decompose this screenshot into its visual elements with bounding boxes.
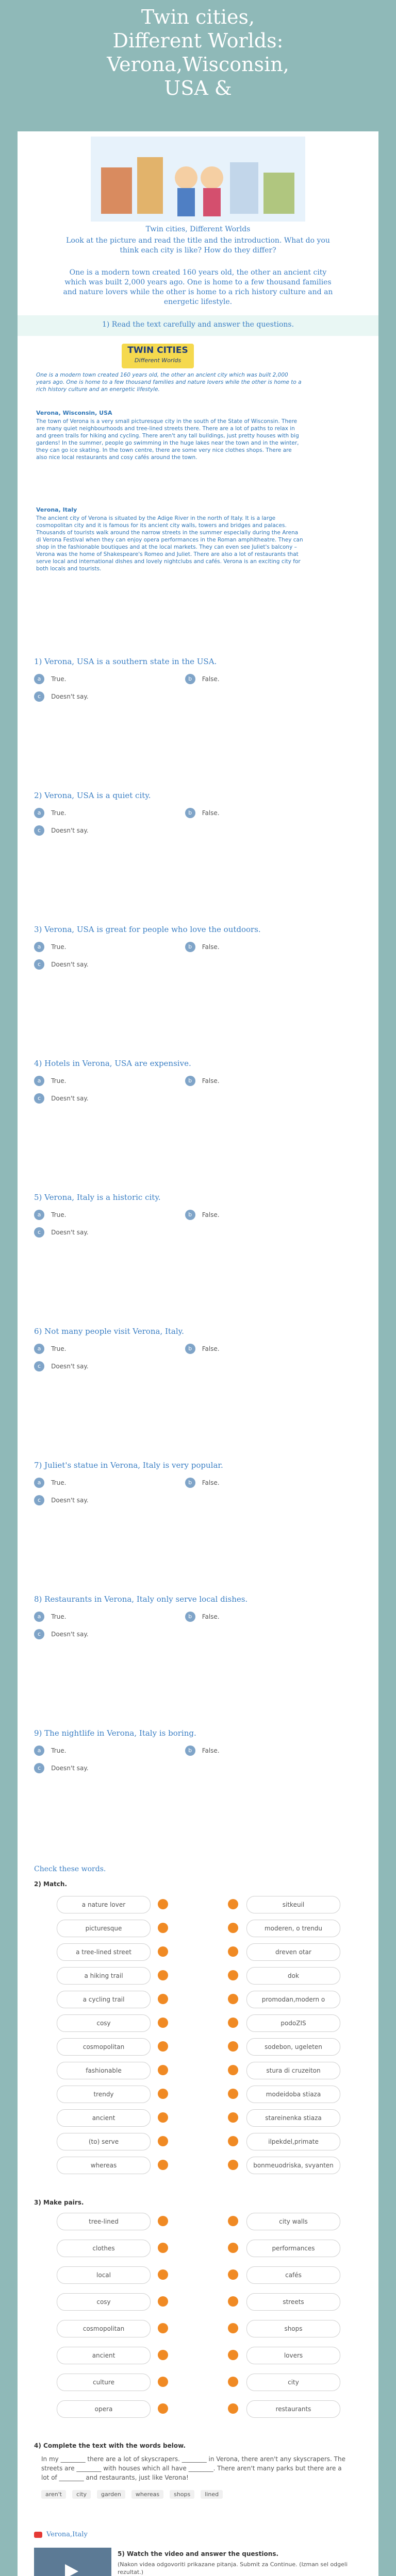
play-icon [65, 2564, 78, 2576]
answer-option-row [34, 691, 343, 703]
option-doesnt-say-label: Doesn't say. [51, 693, 89, 700]
answer-option-row [34, 807, 343, 820]
question-text: 9) The nightlife in Verona, Italy is boring. [34, 1728, 196, 1738]
match-row [57, 2086, 339, 2102]
intro-instruction: Look at the picture and read the title and the introduction. What do you think each city is like? How do they differ? [66, 236, 330, 255]
option-false-label: False. [202, 1747, 220, 1754]
answer-option-row [34, 1227, 343, 1239]
answer-option-row [34, 1495, 343, 1507]
match-right-item: stura di cruzeiton [246, 2062, 340, 2079]
pair-left-item: tree-lined [57, 2213, 151, 2230]
match-right-item: moderen, o trendu [246, 1920, 340, 1937]
option-c-radio[interactable]: c [34, 1093, 44, 1104]
pair-left-dot[interactable] [158, 2403, 168, 2414]
twin-cities-logo [122, 344, 194, 368]
complete-heading: 4) Complete the text with the words below. [34, 2442, 186, 2449]
match-left-item: a cycling trail [57, 1991, 151, 2008]
option-c-radio[interactable]: c [34, 825, 44, 836]
pair-right-item: performances [246, 2240, 340, 2257]
answer-option-row [34, 673, 343, 686]
match-left-item: cosy [57, 2014, 151, 2032]
match-right-dot[interactable] [228, 2112, 238, 2123]
option-b-radio[interactable]: b [185, 942, 195, 952]
passage-wisconsin-heading: Verona, Wisconsin, USA [36, 410, 112, 416]
option-c-radio[interactable]: c [34, 1227, 44, 1238]
pair-row [57, 2374, 339, 2390]
option-true-label: True. [51, 1345, 67, 1352]
match-left-item: whereas [57, 2157, 151, 2174]
match-left-dot[interactable] [158, 2089, 168, 2099]
match-row [57, 2109, 339, 2126]
match-left-dot[interactable] [158, 2065, 168, 2075]
section-1-title: 1) Read the text carefully and answer the questions. [102, 320, 294, 329]
pair-row [57, 2240, 339, 2256]
match-row [57, 2014, 339, 2031]
option-b-radio[interactable]: b [185, 1612, 195, 1622]
match-row [57, 1920, 339, 1936]
option-false-label: False. [202, 675, 220, 683]
youtube-icon [34, 2532, 42, 2538]
word-chip[interactable]: shops [170, 2490, 194, 2499]
pair-row [57, 2347, 339, 2363]
option-a-radio[interactable]: a [34, 808, 44, 818]
answer-option-row [34, 1629, 343, 1641]
option-a-radio[interactable]: a [34, 1478, 44, 1488]
option-doesnt-say-label: Doesn't say. [51, 1497, 89, 1504]
match-left-item: picturesque [57, 1920, 151, 1937]
option-false-label: False. [202, 809, 220, 817]
pair-left-item: clothes [57, 2240, 151, 2257]
answer-option-row [34, 825, 343, 837]
option-false-label: False. [202, 1211, 220, 1218]
option-doesnt-say-label: Doesn't say. [51, 1765, 89, 1772]
option-doesnt-say-label: Doesn't say. [51, 1229, 89, 1236]
pair-left-item: opera [57, 2400, 151, 2418]
match-left-item: a tree-lined street [57, 1943, 151, 1961]
answer-option-row [34, 1361, 343, 1373]
option-doesnt-say-label: Doesn't say. [51, 1095, 89, 1102]
pair-right-dot[interactable] [228, 2350, 238, 2360]
title-line: Verona,Wisconsin, [107, 53, 289, 76]
pair-right-dot[interactable] [228, 2216, 238, 2226]
video-1-title-row [34, 2530, 343, 2540]
passage-wisconsin-text: The town of Verona is a very small picturesque city in the south of the State of Wisconsin. There are many quiet neighbourhoods and tree-lined streets there. There are a lot of paths to relax in and green trails for hiking and cycling. There aren't any tall buildings, just pretty houses with big gardens! In the summer, people go swimming in the huge lakes near the town and in the winter, they can go ice skating. In the town centre, there are some very nice clothes shops. There are also nice local restaurants and cosy cafés around the town. [36, 418, 299, 461]
option-a-radio[interactable]: a [34, 1612, 44, 1622]
check-words-label: Check these words. [34, 1865, 106, 1873]
question-text: 5) Verona, Italy is a historic city. [34, 1193, 161, 1202]
option-c-radio[interactable]: c [34, 959, 44, 970]
match-left-dot[interactable] [158, 1946, 168, 1957]
complete-text: In my ________ there are a lot of skyscrapers. ________ in Verona, there aren't any skyscrapers. The streets are ________ with houses which all have ________. There aren't many parks but there are a lot of ________ and restaurants, just like Verona! [41, 2455, 345, 2481]
match-row [57, 2133, 339, 2149]
reading-passage [34, 343, 362, 636]
match-right-dot[interactable] [228, 2160, 238, 2170]
pair-right-item: streets [246, 2293, 340, 2311]
pair-right-dot[interactable] [228, 2377, 238, 2387]
pair-right-item: shops [246, 2320, 340, 2337]
option-b-radio[interactable]: b [185, 1210, 195, 1220]
match-left-item: fashionable [57, 2062, 151, 2079]
match-right-dot[interactable] [228, 1994, 238, 2004]
option-b-radio[interactable]: b [185, 808, 195, 818]
match-right-item: sitkeuil [246, 1896, 340, 1913]
city-illustration [91, 137, 305, 222]
word-chip[interactable]: city [72, 2490, 91, 2499]
word-chip[interactable]: garden [97, 2490, 125, 2499]
match-right-dot[interactable] [228, 2089, 238, 2099]
passage-intro: One is a modern town created 160 years old, the other an ancient city which was built 2,000 years ago. One is home to a few thousand families and nature lovers while the other is home to a rich history culture and an energetic lifestyle. [36, 372, 302, 393]
option-b-radio[interactable]: b [185, 1745, 195, 1756]
match-right-dot[interactable] [228, 1970, 238, 1980]
option-c-radio[interactable]: c [34, 1361, 44, 1371]
match-left-item: trendy [57, 2086, 151, 2103]
option-true-label: True. [51, 1747, 67, 1754]
match-right-dot[interactable] [228, 1923, 238, 1933]
pair-right-dot[interactable] [228, 2403, 238, 2414]
pair-left-item: ancient [57, 2347, 151, 2364]
pair-right-item: cafés [246, 2266, 340, 2284]
video-1-heading: 5) Watch the video and answer the questions. [118, 2550, 279, 2557]
match-left-dot[interactable] [158, 2041, 168, 2052]
match-right-dot[interactable] [228, 2065, 238, 2075]
match-right-dot[interactable] [228, 1946, 238, 1957]
match-right-item: dok [246, 1967, 340, 1985]
match-right-item: modeidoba stiaza [246, 2086, 340, 2103]
match-row [57, 1991, 339, 2007]
pair-right-dot[interactable] [228, 2296, 238, 2307]
option-true-label: True. [51, 1613, 67, 1620]
word-chip[interactable]: whereas [131, 2490, 163, 2499]
match-right-item: ilpekdel,primate [246, 2133, 340, 2150]
passage-italy-heading: Verona, Italy [36, 506, 77, 513]
pairs-heading: 3) Make pairs. [34, 2199, 84, 2206]
match-right-item: bonmeuodriska, svyanten [246, 2157, 340, 2174]
match-left-dot[interactable] [158, 1899, 168, 1909]
option-false-label: False. [202, 1479, 220, 1486]
option-b-radio[interactable]: b [185, 674, 195, 684]
answer-option-row [34, 1477, 343, 1489]
match-right-item: promodan,modern o [246, 1991, 340, 2008]
option-a-radio[interactable]: a [34, 1344, 44, 1354]
option-b-radio[interactable]: b [185, 1344, 195, 1354]
pair-left-dot[interactable] [158, 2216, 168, 2226]
match-left-dot[interactable] [158, 2136, 168, 2146]
match-left-dot[interactable] [158, 2112, 168, 2123]
pair-right-dot[interactable] [228, 2269, 238, 2280]
match-row [57, 1896, 339, 1912]
pair-left-dot[interactable] [158, 2269, 168, 2280]
question-text: 8) Restaurants in Verona, Italy only serve local dishes. [34, 1595, 248, 1604]
option-a-radio[interactable]: a [34, 942, 44, 952]
video-1-title[interactable]: Verona,Italy [46, 2531, 88, 2538]
video-1-subtext: (Nakon videa odgovoriti prikazane pitanja. Submit za Continue. (Izman sel odgeli rezultat.) [118, 2561, 348, 2575]
answer-option-row [34, 1343, 343, 1355]
option-true-label: True. [51, 943, 67, 951]
question-text: 1) Verona, USA is a southern state in the USA. [34, 657, 217, 666]
intro-heading: Twin cities, Different Worlds [145, 225, 251, 233]
word-chip[interactable]: aren't [41, 2490, 66, 2499]
word-bank [41, 2488, 351, 2499]
option-c-radio[interactable]: c [34, 691, 44, 702]
passage-italy-text: The ancient city of Verona is situated by the Adige River in the north of Italy. It is a large cosmopolitan city and it is famous for its ancient city walls, towers and bridges and palaces. Thousands of tourists walk around the narrow streets in the summer especially during the Arena di Verona Festival when they can enjoy opera performances in the Roman amphitheatre. They can shop in the fashionable boutiques and at the local markets. They can even see Juliet's balcony – Verona was the home of Shakespeare's Romeo and Juliet. There are also a lot of restaurants that serve local and international dishes and lovely nightclubs and cafés. Verona is an exciting city for both locals and tourists. [36, 515, 303, 572]
match-left-item: a nature lover [57, 1896, 151, 1913]
option-true-label: True. [51, 1211, 67, 1218]
pair-left-dot[interactable] [158, 2323, 168, 2333]
answer-option-row [34, 1075, 343, 1088]
match-left-item: ancient [57, 2109, 151, 2127]
answer-option-row [34, 959, 343, 971]
question-text: 6) Not many people visit Verona, Italy. [34, 1327, 184, 1336]
option-doesnt-say-label: Doesn't say. [51, 961, 89, 968]
title-line: USA & [164, 77, 232, 99]
pair-row [57, 2293, 339, 2310]
match-left-item: a hiking trail [57, 1967, 151, 1985]
match-right-dot[interactable] [228, 2041, 238, 2052]
match-row [57, 2157, 339, 2173]
option-a-radio[interactable]: a [34, 1076, 44, 1086]
match-left-item: cosmopolitan [57, 2038, 151, 2056]
pair-row [57, 2320, 339, 2336]
pair-row [57, 2400, 339, 2417]
answer-option-row [34, 1093, 343, 1105]
answer-option-row [34, 1209, 343, 1222]
option-c-radio[interactable]: c [34, 1763, 44, 1773]
match-row [57, 1967, 339, 1984]
pair-row [57, 2213, 339, 2229]
match-right-dot[interactable] [228, 2136, 238, 2146]
match-left-dot[interactable] [158, 1923, 168, 1933]
option-false-label: False. [202, 1613, 220, 1620]
match-heading: 2) Match. [34, 1880, 68, 1888]
option-doesnt-say-label: Doesn't say. [51, 1363, 89, 1370]
pair-right-item: city walls [246, 2213, 340, 2230]
match-row [57, 2062, 339, 2078]
pair-left-dot[interactable] [158, 2296, 168, 2307]
match-row [57, 2038, 339, 2055]
option-true-label: True. [51, 809, 67, 817]
option-c-radio[interactable]: c [34, 1629, 44, 1639]
option-true-label: True. [51, 1479, 67, 1486]
option-true-label: True. [51, 675, 67, 683]
option-b-radio[interactable]: b [185, 1478, 195, 1488]
word-chip[interactable]: lined [201, 2490, 223, 2499]
pair-left-item: culture [57, 2374, 151, 2391]
match-left-item: (to) serve [57, 2133, 151, 2150]
pair-left-item: local [57, 2266, 151, 2284]
pair-left-item: cosy [57, 2293, 151, 2311]
option-false-label: False. [202, 943, 220, 951]
answer-option-row [34, 1611, 343, 1623]
video-1-thumbnail[interactable] [34, 2548, 111, 2576]
match-left-dot[interactable] [158, 2160, 168, 2170]
logo-subtitle: Different Worlds [134, 357, 182, 364]
pair-right-dot[interactable] [228, 2323, 238, 2333]
question-text: 3) Verona, USA is great for people who love the outdoors. [34, 925, 261, 934]
pair-right-item: restaurants [246, 2400, 340, 2418]
pair-left-dot[interactable] [158, 2243, 168, 2253]
option-a-radio[interactable]: a [34, 1745, 44, 1756]
match-left-dot[interactable] [158, 1994, 168, 2004]
match-left-dot[interactable] [158, 2018, 168, 2028]
option-false-label: False. [202, 1077, 220, 1084]
match-right-item: dreven otar [246, 1943, 340, 1961]
question-text: 7) Juliet's statue in Verona, Italy is very popular. [34, 1461, 223, 1470]
match-left-dot[interactable] [158, 1970, 168, 1980]
logo-title: TWIN CITIES [127, 345, 188, 355]
match-right-dot[interactable] [228, 2018, 238, 2028]
pair-right-dot[interactable] [228, 2243, 238, 2253]
option-false-label: False. [202, 1345, 220, 1352]
page-title [0, 5, 396, 100]
option-c-radio[interactable]: c [34, 1495, 44, 1505]
pair-right-item: lovers [246, 2347, 340, 2364]
section-1-header [18, 315, 378, 336]
match-right-item: sodebon, ugeleten [246, 2038, 340, 2056]
answer-option-row [34, 941, 343, 954]
intro-paragraph: One is a modern town created 160 years old, the other an ancient city which was built 2,000 years ago. One is home to a few thousand families and nature lovers while the other is home to a rich history culture and an energetic lifestyle. [63, 268, 333, 306]
header [0, 0, 396, 144]
match-row [57, 1943, 339, 1960]
question-text: 2) Verona, USA is a quiet city. [34, 791, 151, 800]
answer-option-row [34, 1762, 343, 1775]
match-right-item: podoZIS [246, 2014, 340, 2032]
pair-right-item: city [246, 2374, 340, 2391]
option-a-radio[interactable]: a [34, 1210, 44, 1220]
option-a-radio[interactable]: a [34, 674, 44, 684]
option-doesnt-say-label: Doesn't say. [51, 1631, 89, 1638]
question-text: 4) Hotels in Verona, USA are expensive. [34, 1059, 191, 1068]
intro-illustration [91, 137, 305, 222]
option-b-radio[interactable]: b [185, 1076, 195, 1086]
pair-left-dot[interactable] [158, 2350, 168, 2360]
pair-row [57, 2266, 339, 2283]
title-line: Twin cities, [141, 6, 255, 28]
title-line: Different Worlds: [112, 29, 284, 52]
match-right-dot[interactable] [228, 1899, 238, 1909]
pair-left-dot[interactable] [158, 2377, 168, 2387]
option-doesnt-say-label: Doesn't say. [51, 827, 89, 834]
option-true-label: True. [51, 1077, 67, 1084]
pair-left-item: cosmopolitan [57, 2320, 151, 2337]
match-right-item: stareinenka stiaza [246, 2109, 340, 2127]
answer-option-row [34, 1745, 343, 1757]
